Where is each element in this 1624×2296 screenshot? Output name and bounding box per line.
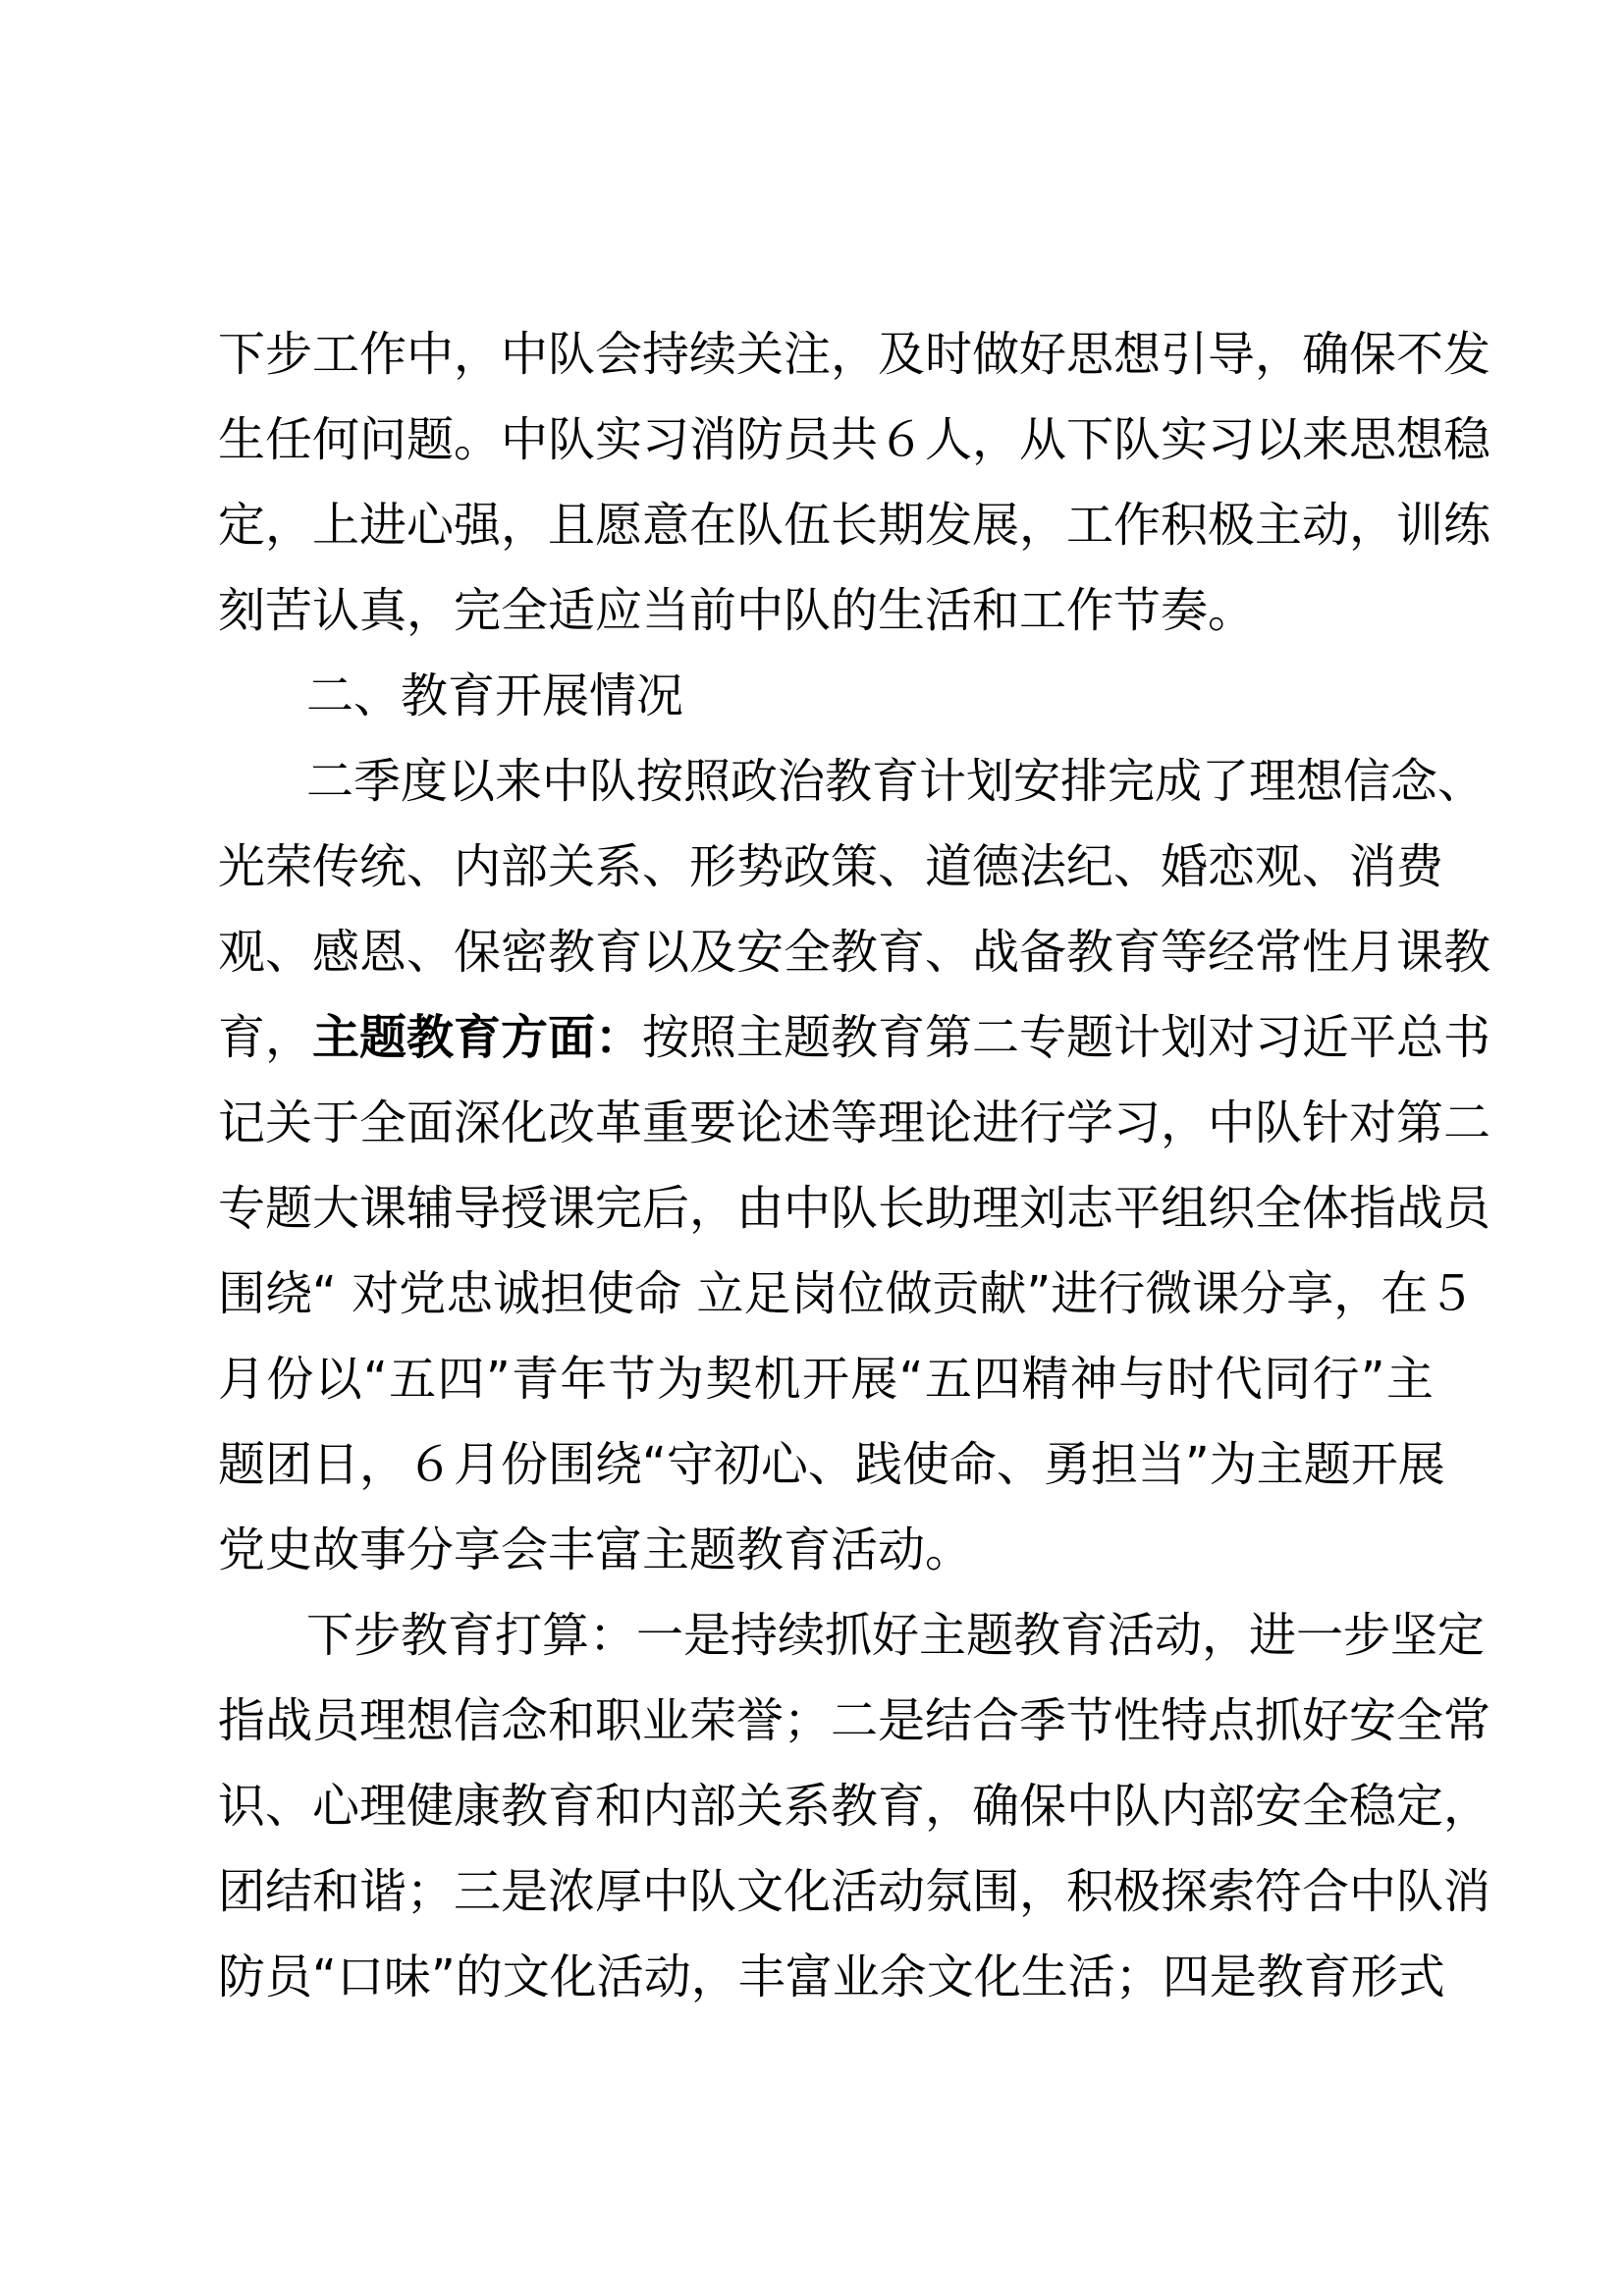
bold-subheading: 主题教育方面： <box>312 1010 643 1065</box>
section-heading: 二、教育开展情况 <box>306 668 684 723</box>
text-line: 识、心理健康教育和内部关系教育，确保中队内部安全稳定， <box>218 1779 1491 1834</box>
text-line: 专题大课辅导授课完后，由中队长助理刘志平组织全体指战员 <box>218 1181 1491 1236</box>
text-line: 二季度以来中队按照政治教育计划安排完成了理想信念、 <box>306 754 1486 809</box>
text-line: 光荣传统、内部关系、形势政策、道德法纪、婚恋观、消费 <box>218 839 1444 894</box>
text-segment: 育， <box>218 1010 313 1065</box>
text-line: 防员“口味”的文化活动，丰富业余文化生活；四是教育形式 <box>218 1949 1445 2004</box>
text-line <box>218 995 1491 1081</box>
text-line: 记关于全面深化改革重要论述等理论进行学习，中队针对第二 <box>218 1095 1491 1150</box>
text-line: 观、感恩、保密教育以及安全教育、战备教育等经常性月课教 <box>218 925 1491 980</box>
text-line: 题团日，６月份围绕“守初心、践使命、勇担当”为主题开展 <box>218 1437 1445 1492</box>
text-line: 指战员理想信念和职业荣誉；二是结合季节性特点抓好安全常 <box>218 1693 1491 1748</box>
text-line: 党史故事分享会丰富主题教育活动。 <box>218 1522 973 1577</box>
text-line: 刻苦认真，完全适应当前中队的生活和工作节奏。 <box>218 583 1256 638</box>
text-line: 围绕“ 对党忠诚担使命 立足岗位做贡献”进行微课分享，在５ <box>218 1266 1476 1321</box>
paragraph-education-plan <box>218 1593 1491 2020</box>
text-line: 月份以“五四”青年节为契机开展“五四精神与时代同行”主 <box>218 1352 1434 1407</box>
text-line: 下步工作中，中队会持续关注，及时做好思想引导，确保不发 <box>218 327 1491 382</box>
text-line: 下步教育打算：一是持续抓好主题教育活动，进一步坚定 <box>306 1608 1486 1663</box>
text-line: 定，上进心强，且愿意在队伍长期发展，工作积极主动，训练 <box>218 498 1491 553</box>
paragraph-education-progress <box>218 739 1491 1593</box>
document-page <box>218 312 1491 2020</box>
text-segment: 按照主题教育第二专题计划对习近平总书 <box>642 1010 1491 1065</box>
text-line: 生任何问题。中队实习消防员共６人，从下队实习以来思想稳 <box>218 412 1491 467</box>
text-line: 团结和谐；三是浓厚中队文化活动氛围，积极探索符合中队消 <box>218 1864 1491 1919</box>
paragraph-personnel-status <box>218 312 1491 654</box>
